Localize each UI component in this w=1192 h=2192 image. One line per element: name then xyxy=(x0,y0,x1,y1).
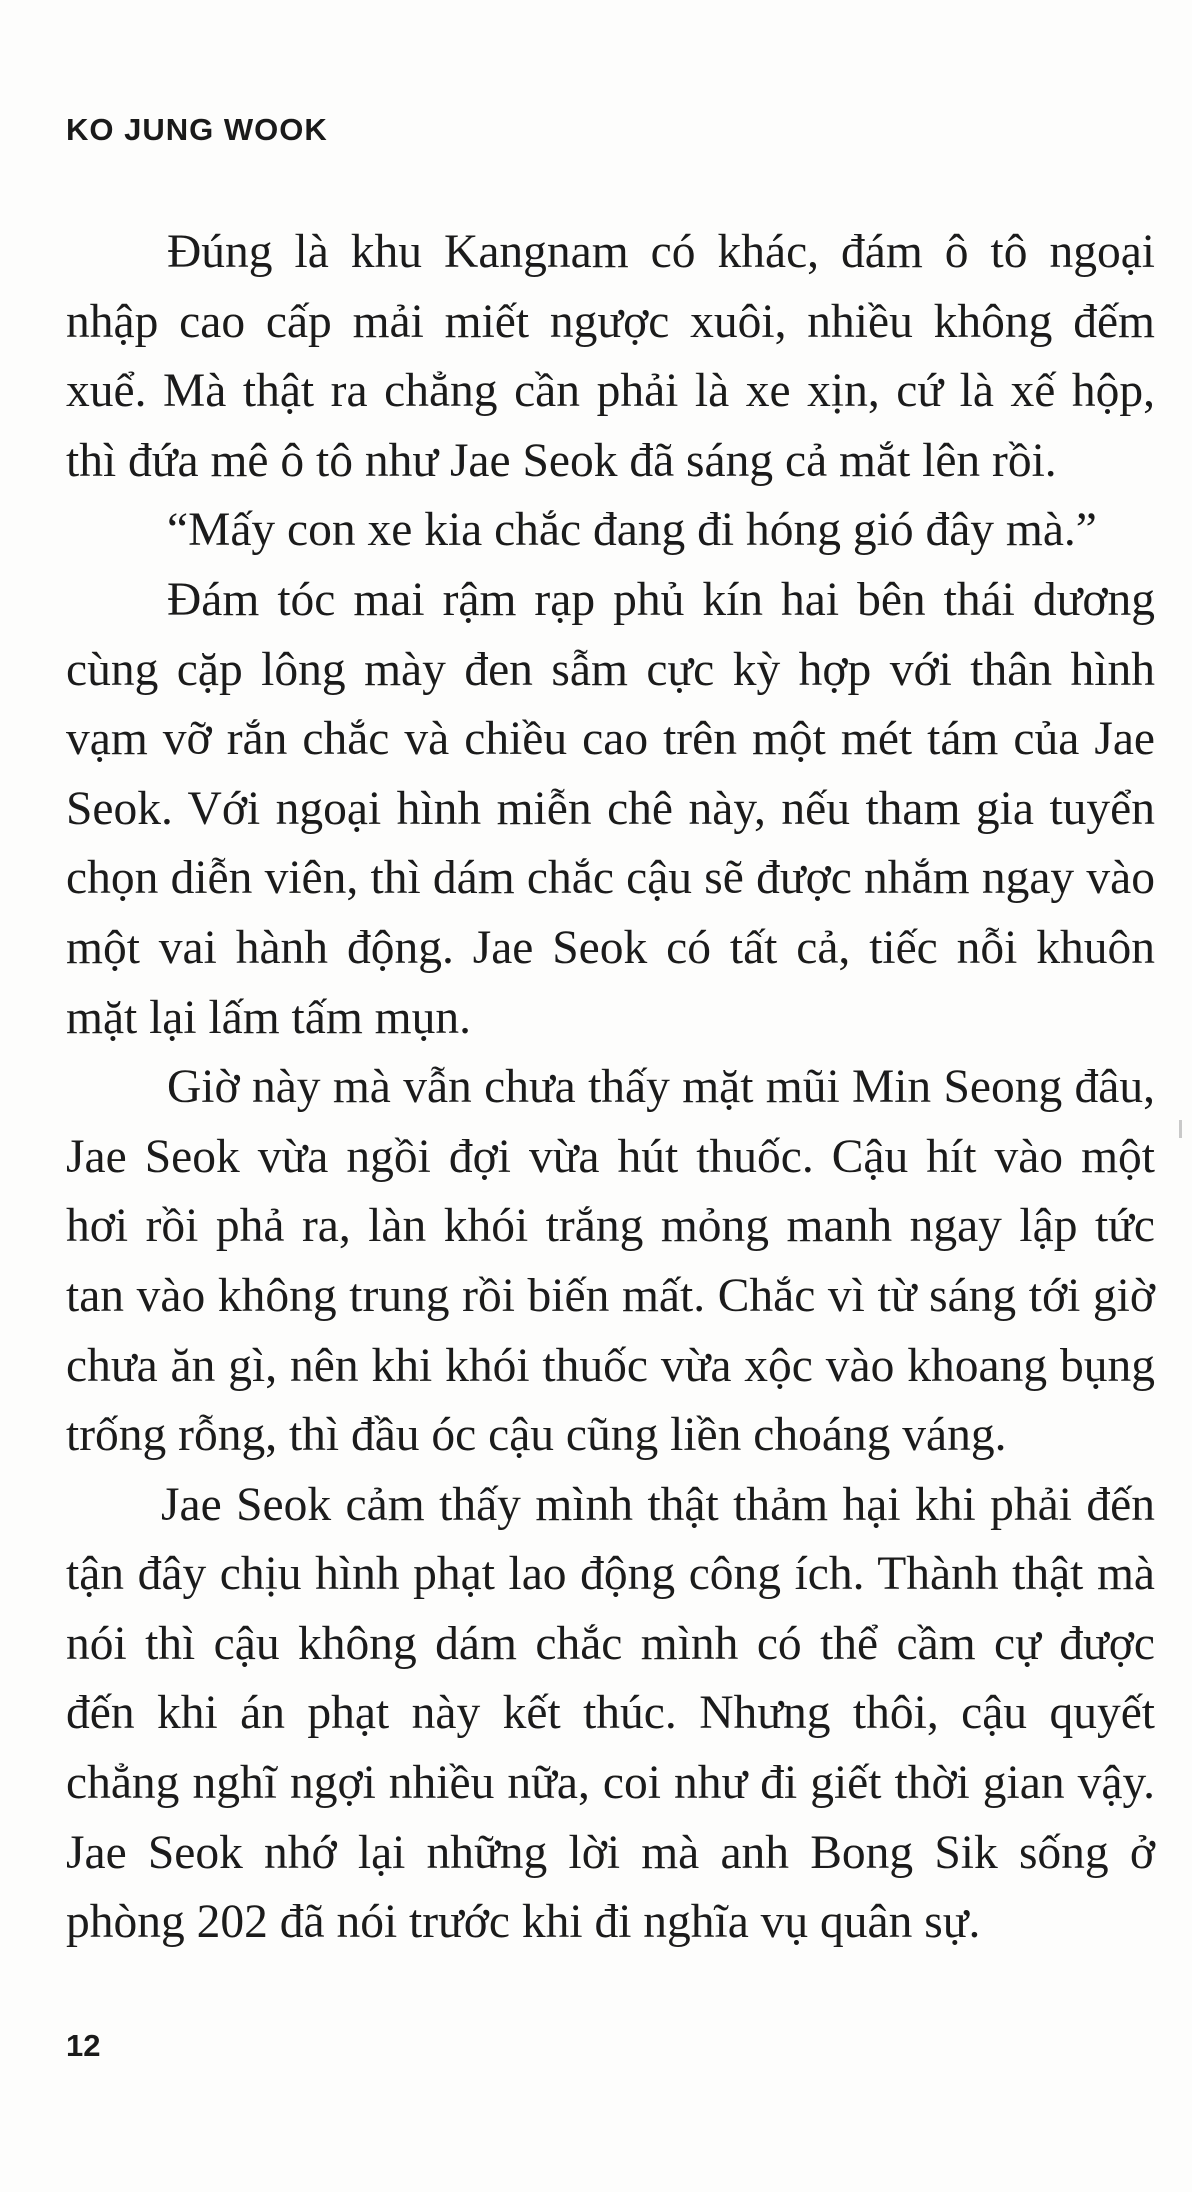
page-number: 12 xyxy=(66,2028,101,2063)
running-header-author: KO JUNG WOOK xyxy=(66,112,328,147)
paragraph-3: Đám tóc mai rậm rạp phủ kín hai bên thái dương cùng cặp lông mày đen sẫm cực kỳ hợp với thân hình vạm vỡ rắn chắc và chiều cao trên một mét tám của Jae Seok. Với ngoại hình miễn chê này, nếu tham gia tuyển chọn diễn viên, thì dám chắc cậu sẽ được nhắm ngay vào một vai hành động. Jae Seok có tất cả, tiếc nỗi khuôn mặt lại lấm tấm mụn. xyxy=(66,573,1155,1044)
paragraph-2: “Mấy con xe kia chắc đang đi hóng gió đây mà.” xyxy=(167,504,1097,557)
paragraph-5: Jae Seok cảm thấy mình thật thảm hại khi phải đến tận đây chịu hình phạt lao động công ích. Thành thật mà nói thì cậu không dám chắc mình có thể cầm cự được đến khi án phạt này kết thúc. Nhưng thôi, cậu quyết chẳng nghĩ ngợi nhiều nữa, coi như đi giết thời gian vậy. Jae Seok nhớ lại những lời mà anh Bong Sik sống ở phòng 202 đã nói trước khi đi nghĩa vụ quân sự. xyxy=(66,1478,1155,1949)
paragraph-4: Giờ này mà vẫn chưa thấy mặt mũi Min Seong đâu, Jae Seok vừa ngồi đợi vừa hút thuốc. Cậu hít vào một hơi rồi phả ra, làn khói trắng mỏng manh ngay lập tức tan vào không trung rồi biến mất. Chắc vì từ sáng tới giờ chưa ăn gì, nên khi khói thuốc vừa xộc vào khoang bụng trống rỗng, thì đầu óc cậu cũng liền choáng váng. xyxy=(66,1061,1155,1462)
paragraph-1: Đúng là khu Kangnam có khác, đám ô tô ngoại nhập cao cấp mải miết ngược xuôi, nhiều không đếm xuể. Mà thật ra chẳng cần phải là xe xịn, cứ là xế hộp, thì đứa mê ô tô như Jae Seok đã sáng cả mắt lên rồi. xyxy=(66,226,1155,487)
margin-mark xyxy=(1179,1120,1182,1138)
body-text xyxy=(66,218,1155,1958)
